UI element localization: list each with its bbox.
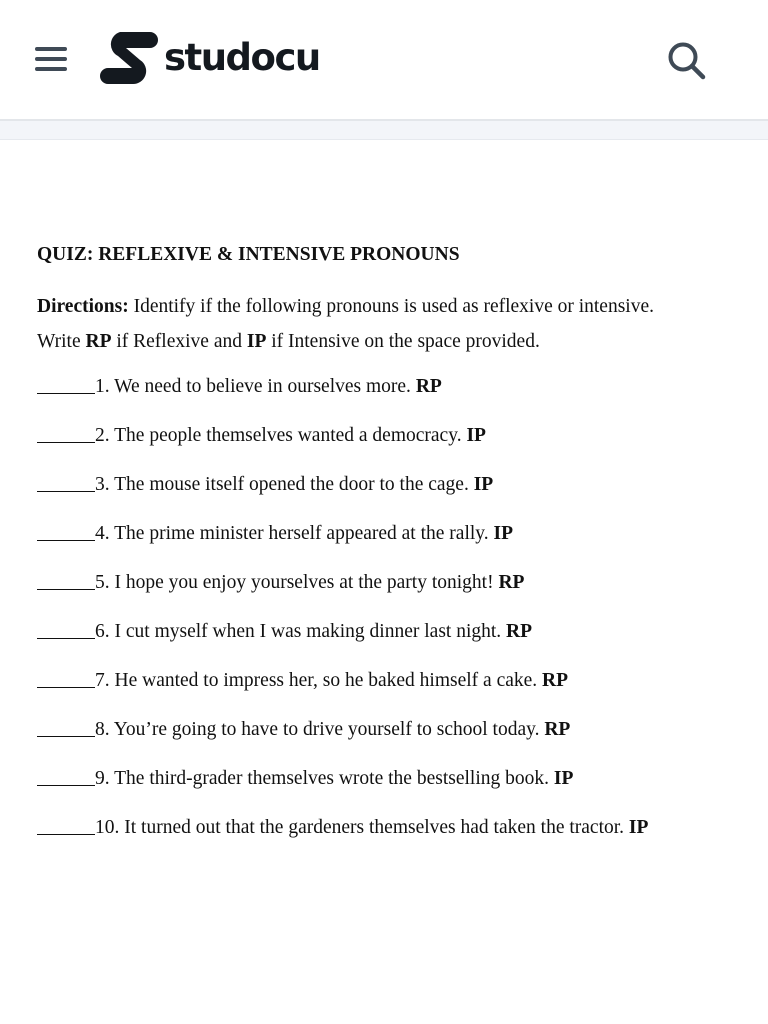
quiz-item: [37, 666, 765, 696]
answer-blank: [37, 569, 95, 590]
answer-code: IP: [473, 474, 494, 495]
answer-blank: [37, 814, 95, 835]
directions-text: if Intensive on the space provided.: [266, 331, 540, 352]
studocu-logo[interactable]: [100, 30, 320, 86]
top-navigation-bar: [0, 0, 768, 121]
question-text: 4. The prime minister herself appeared at the rally.: [95, 523, 489, 544]
answer-code: RP: [544, 719, 571, 740]
answer-blank: [37, 618, 95, 639]
quiz-title: QUIZ: REFLEXIVE & INTENSIVE PRONOUNS: [37, 244, 460, 265]
header-divider-band: [0, 121, 768, 140]
quiz-item: [37, 421, 765, 451]
quiz-item: [37, 617, 765, 647]
directions: [37, 289, 765, 359]
rp-code: RP: [85, 331, 112, 352]
question-text: 10. It turned out that the gardeners themselves had taken the tractor.: [95, 817, 625, 838]
document-page: [37, 240, 765, 862]
quiz-item: [37, 715, 765, 745]
question-text: 8. You’re going to have to drive yourself to school today.: [95, 719, 540, 740]
directions-line-1: [37, 289, 765, 324]
question-text: 1. We need to believe in ourselves more.: [95, 376, 411, 397]
answer-blank: [37, 520, 95, 541]
question-text: 7. He wanted to impress her, so he baked himself a cake.: [95, 670, 538, 691]
ip-code: IP: [246, 331, 267, 352]
search-icon[interactable]: [664, 38, 710, 82]
answer-blank: [37, 716, 95, 737]
question-text: 6. I cut myself when I was making dinner last night.: [95, 621, 502, 642]
quiz-items: [37, 372, 765, 843]
directions-label: Directions:: [37, 296, 129, 317]
answer-code: IP: [493, 523, 514, 544]
quiz-item: [37, 519, 765, 549]
answer-code: IP: [628, 817, 649, 838]
quiz-item: [37, 813, 765, 843]
answer-code: RP: [542, 670, 569, 691]
studocu-logo-mark: [100, 30, 158, 86]
question-text: 9. The third-grader themselves wrote the bestselling book.: [95, 768, 549, 789]
question-text: 2. The people themselves wanted a democracy.: [95, 425, 462, 446]
quiz-item: [37, 470, 765, 500]
answer-blank: [37, 422, 95, 443]
answer-blank: [37, 373, 95, 394]
answer-code: RP: [498, 572, 525, 593]
quiz-item: [37, 764, 765, 794]
hamburger-menu-icon[interactable]: [33, 42, 69, 76]
directions-line-2: [37, 324, 765, 359]
directions-text: if Reflexive and: [111, 331, 247, 352]
answer-code: RP: [415, 376, 442, 397]
answer-blank: [37, 667, 95, 688]
answer-code: IP: [466, 425, 486, 446]
answer-code: IP: [553, 768, 574, 789]
answer-code: RP: [506, 621, 533, 642]
answer-blank: [37, 765, 95, 786]
directions-text: Write: [37, 331, 86, 352]
question-text: 5. I hope you enjoy yourselves at the party tonight!: [95, 572, 494, 593]
question-text: 3. The mouse itself opened the door to the cage.: [95, 474, 469, 495]
brand-name: studocu: [164, 36, 320, 79]
directions-text: Identify if the following pronouns is used as reflexive or intensive.: [128, 296, 655, 317]
answer-blank: [37, 471, 95, 492]
quiz-item: [37, 568, 765, 598]
quiz-item: [37, 372, 765, 402]
